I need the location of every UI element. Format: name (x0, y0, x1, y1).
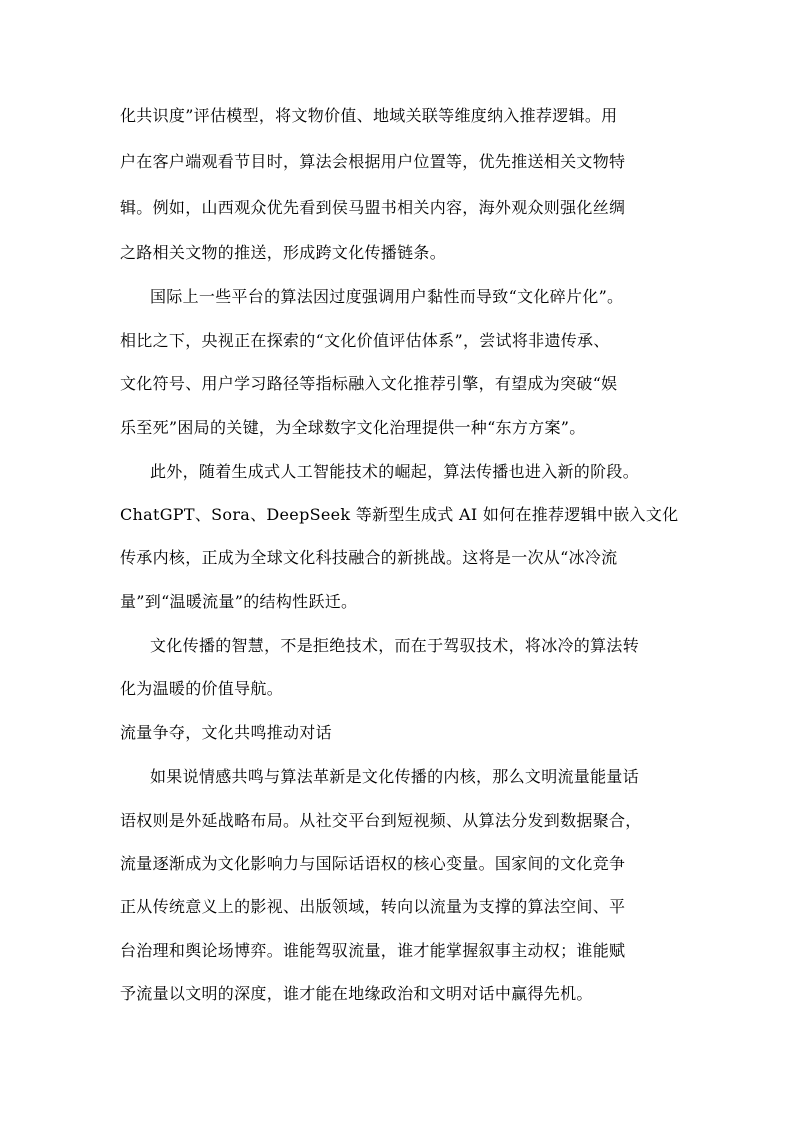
text-line: 此外，随着生成式人工智能技术的崛起，算法传播也进入新的阶段。 (150, 462, 640, 481)
text-line: 乐至死”困局的关键，为全球数字文化治理提供一种“东方方案”。 (120, 418, 586, 437)
text-line: 台治理和舆论场博弈。谁能驾驭流量，谁才能掌握叙事主动权；谁能赋 (120, 941, 626, 960)
text-line: 传承内核，正成为全球文化科技融合的新挑战。这将是一次从“冰冷流 (120, 548, 618, 567)
text-line: 化为温暖的价值导航。 (120, 679, 284, 698)
text-line: 文化传播的智慧，不是拒绝技术，而在于驾驭技术，将冰冷的算法转 (150, 636, 640, 655)
text-line: 辑。例如，山西观众优先看到侯马盟书相关内容，海外观众则强化丝绸 (120, 198, 626, 217)
text-line: 流量逐渐成为文化影响力与国际话语权的核心变量。国家间的文化竞争 (120, 854, 626, 873)
text-line: ChatGPT、Sora、DeepSeek 等新型生成式 AI 如何在推荐逻辑中嵌入文化 (120, 505, 679, 524)
text-line: 如果说情感共鸣与算法革新是文化传播的内核，那么文明流量能量话 (150, 767, 640, 786)
text-line: 予流量以文明的深度，谁才能在地缘政治和文明对话中赢得先机。 (120, 984, 593, 1003)
section-heading: 流量争夺，文化共鸣推动对话 (120, 723, 332, 742)
text-line: 户在客户端观看节目时，算法会根据用户位置等，优先推送相关文物特 (120, 152, 626, 171)
text-line: 之路相关文物的推送，形成跨文化传播链条。 (120, 243, 447, 262)
text-line: 相比之下，央视正在探索的“文化价值评估体系”，尝试将非遗传承、 (120, 331, 610, 350)
text-line: 国际上一些平台的算法因过度强调用户黏性而导致“文化碎片化”。 (150, 287, 624, 306)
text-line: 文化符号、用户学习路径等指标融入文化推荐引擎，有望成为突破“娱 (120, 374, 618, 393)
text-line: 量”到“温暖流量”的结构性跃迁。 (120, 592, 358, 611)
text-line: 化共识度”评估模型，将文物价值、地域关联等维度纳入推荐逻辑。用 (120, 106, 618, 125)
text-line: 正从传统意义上的影视、出版领域，转向以流量为支撑的算法空间、平 (120, 897, 626, 916)
text-line: 语权则是外延战略布局。从社交平台到短视频、从算法分发到数据聚合， (120, 811, 642, 830)
